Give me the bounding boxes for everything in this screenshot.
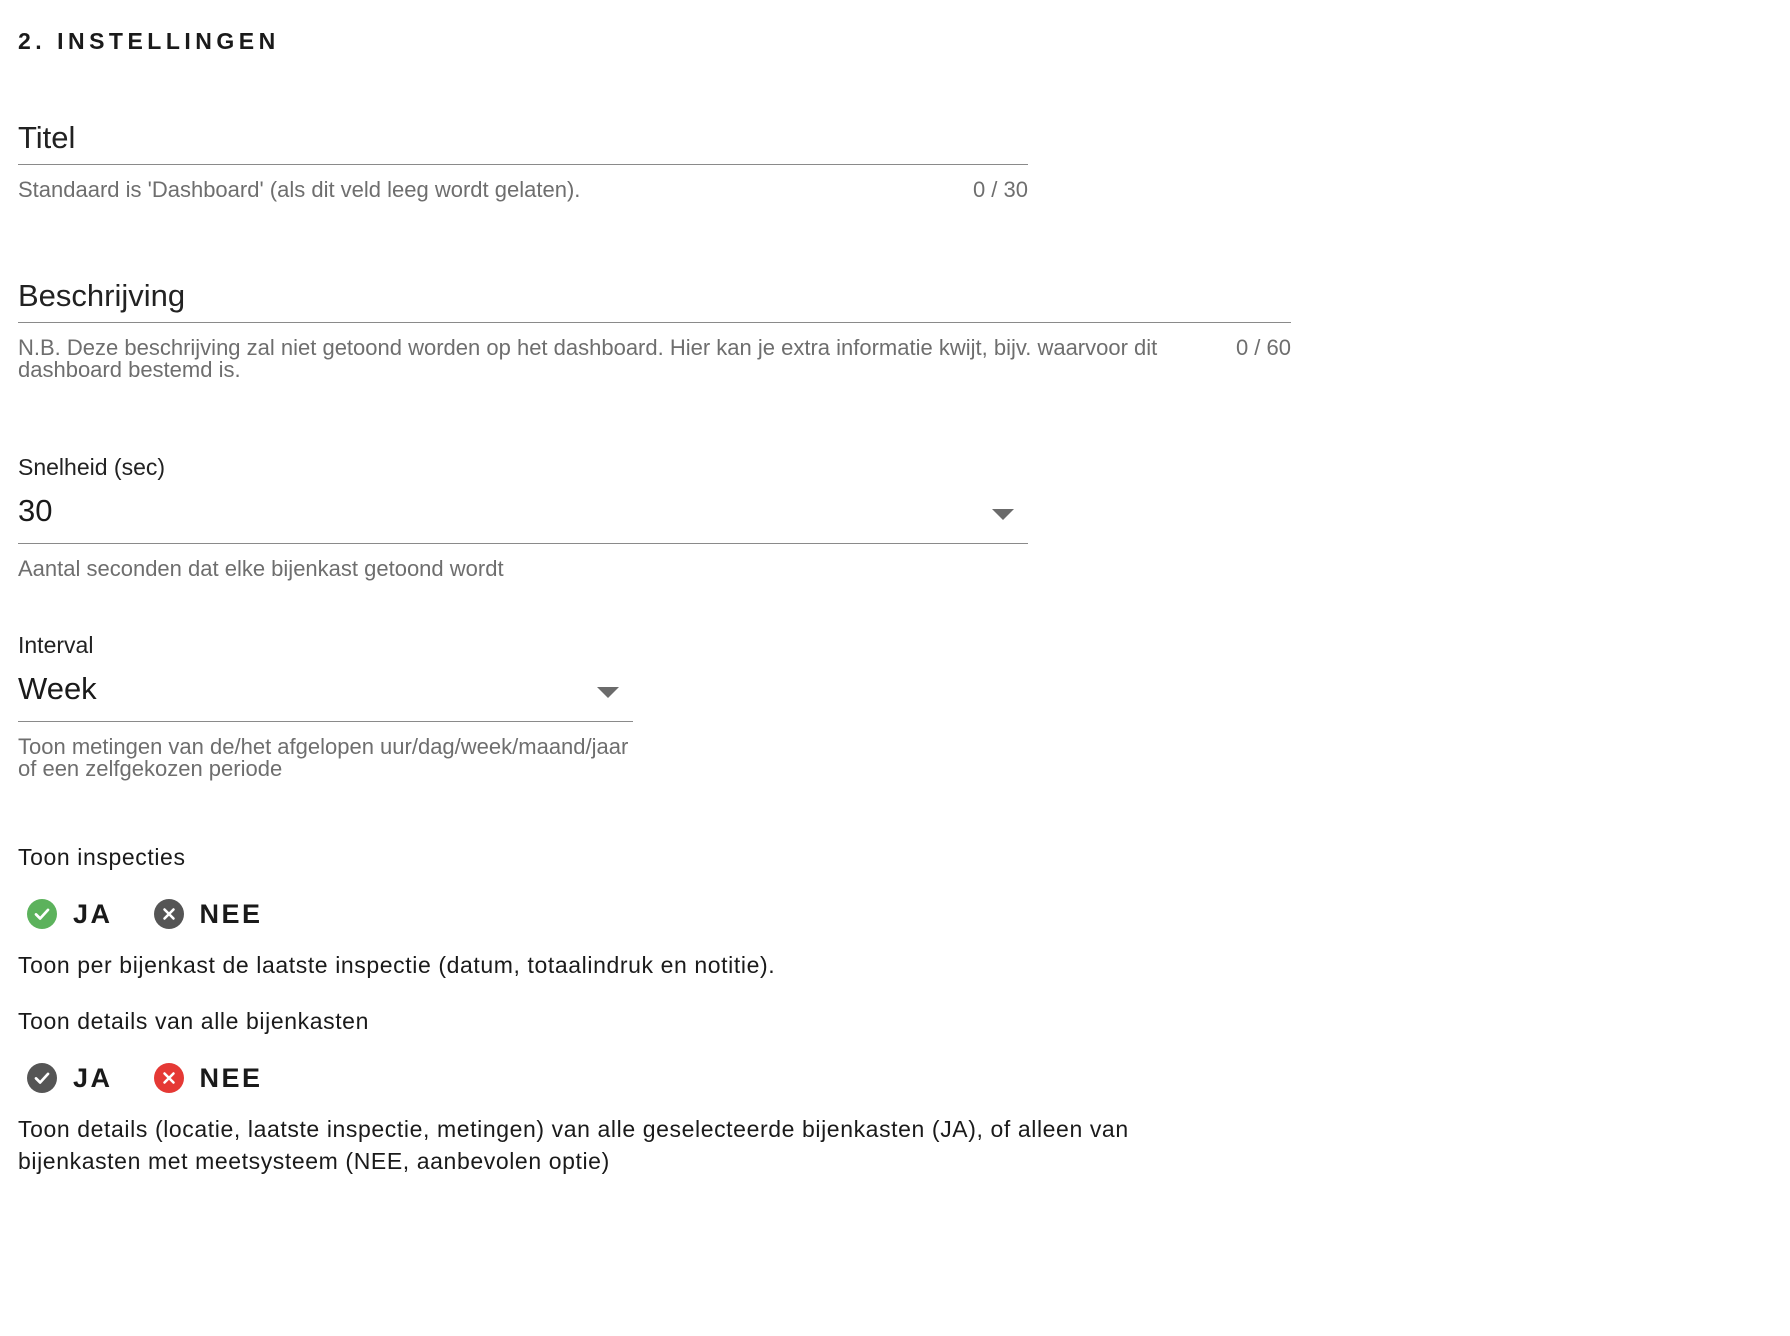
- show-inspections-yes-button[interactable]: [18, 899, 113, 930]
- show-inspections-no-label: NEE: [199, 898, 263, 929]
- title-hint: Standaard is 'Dashboard' (als dit veld leeg wordt gelaten).: [18, 177, 581, 202]
- cancel-circle-icon: [154, 899, 184, 929]
- show-inspections-no-button[interactable]: [145, 899, 263, 930]
- interval-label: Interval: [18, 632, 94, 658]
- speed-label: Snelheid (sec): [18, 454, 166, 480]
- show-all-details-no-button[interactable]: [145, 1063, 263, 1094]
- interval-value: Week: [18, 671, 97, 706]
- title-field: [18, 112, 1028, 201]
- show-all-details-toggle: [18, 1059, 1218, 1097]
- chevron-down-icon: [597, 687, 619, 698]
- speed-select-field: [18, 454, 1028, 580]
- check-circle-icon: [27, 1063, 57, 1093]
- show-inspections-group: [18, 844, 1218, 981]
- show-all-details-group: [18, 1008, 1218, 1177]
- show-inspections-label: Toon inspecties: [18, 844, 186, 870]
- title-label: Titel: [18, 120, 76, 155]
- chevron-down-icon: [992, 509, 1014, 520]
- title-counter: 0 / 30: [972, 177, 1028, 202]
- show-all-details-yes-label: JA: [73, 1062, 113, 1093]
- speed-hint: Aantal seconden dat elke bijenkast getoond wordt: [18, 556, 504, 581]
- show-inspections-yes-label: JA: [73, 898, 113, 929]
- show-all-details-label: Toon details van alle bijenkasten: [18, 1008, 369, 1034]
- speed-value: 30: [18, 493, 53, 528]
- interval-select-field: [18, 632, 633, 780]
- description-counter: 0 / 60: [1235, 335, 1291, 360]
- description-label: Beschrijving: [18, 278, 186, 313]
- title-hint-row: [18, 179, 1028, 201]
- speed-select[interactable]: [18, 491, 1028, 544]
- description-field: [18, 270, 1291, 381]
- check-circle-icon: [27, 899, 57, 929]
- section-heading: 2. INSTELLINGEN: [18, 28, 280, 54]
- description-input[interactable]: [18, 270, 1291, 323]
- interval-hint: Toon metingen van de/het afgelopen uur/dag/week/maand/jaar of een zelfgekozen periode: [18, 734, 629, 781]
- show-inspections-hint: Toon per bijenkast de laatste inspectie (datum, totaalindruk en notitie).: [18, 952, 776, 978]
- interval-select[interactable]: [18, 669, 633, 722]
- show-all-details-yes-button[interactable]: [18, 1063, 113, 1094]
- title-input[interactable]: [18, 112, 1028, 165]
- show-all-details-hint: Toon details (locatie, laatste inspectie, metingen) van alle geselecteerde bijenkasten (JA), of alleen van bijenkasten met meetsysteem (NEE, aanbevolen optie): [18, 1116, 1129, 1174]
- cancel-circle-icon: [154, 1063, 184, 1093]
- show-inspections-toggle: [18, 895, 1218, 933]
- show-all-details-no-label: NEE: [199, 1062, 263, 1093]
- description-hint: N.B. Deze beschrijving zal niet getoond worden op het dashboard. Hier kan je extra informatie kwijt, bijv. waarvoor dit dashboard bestemd is.: [18, 335, 1158, 382]
- description-hint-row: [18, 337, 1291, 381]
